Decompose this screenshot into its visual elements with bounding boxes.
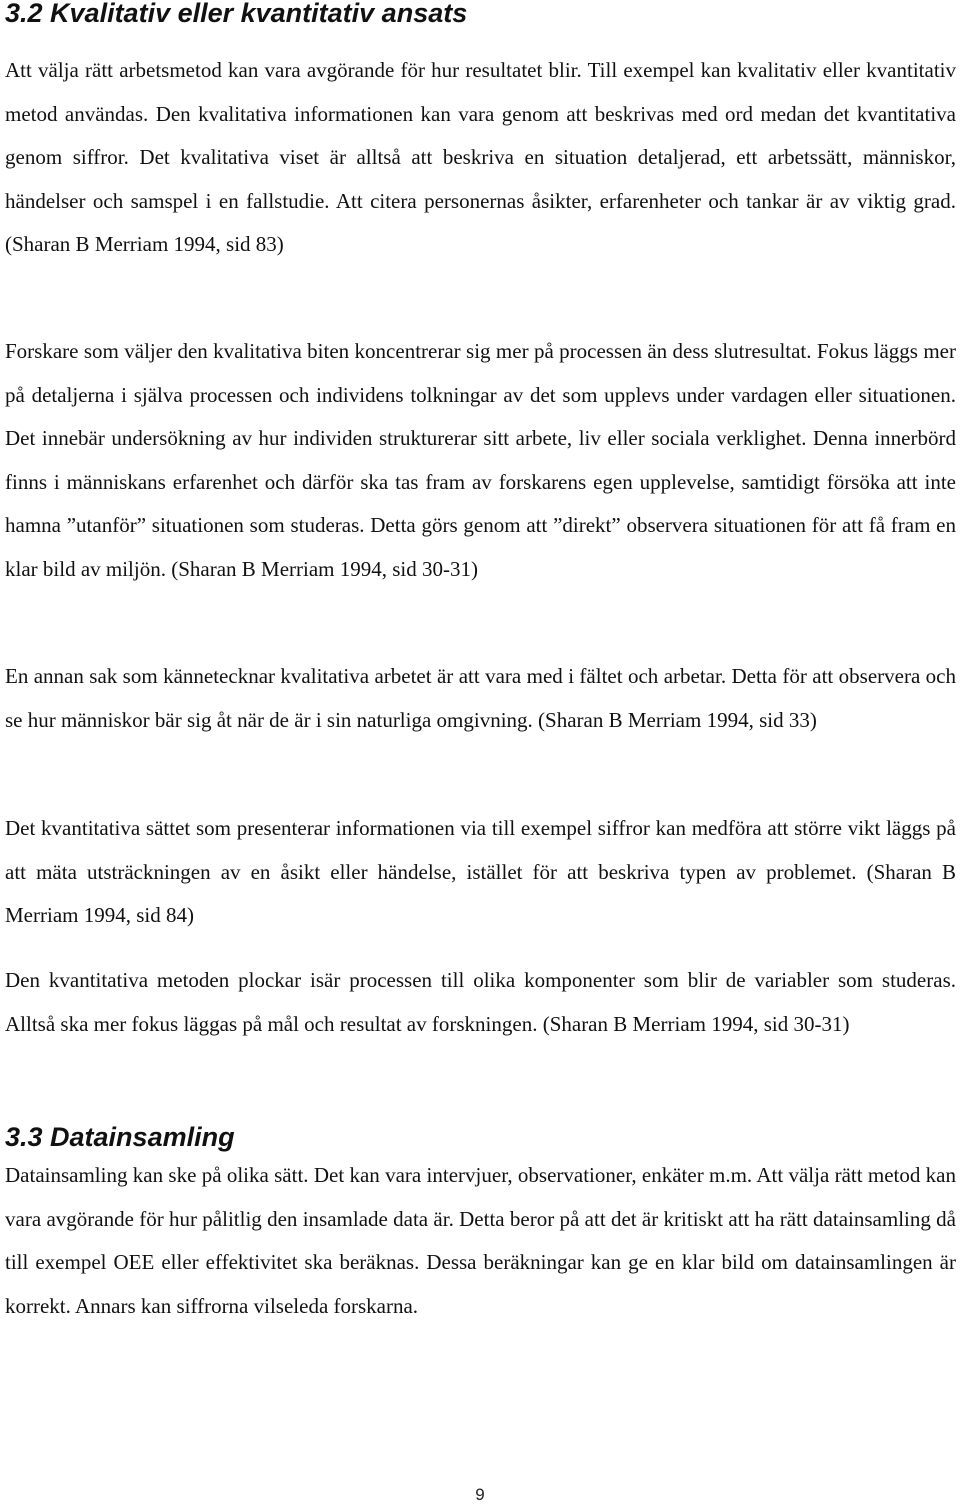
paragraph-datainsamling: Datainsamling kan ske på olika sätt. Det kan vara intervjuer, observationer, enkäter m.m. Att välja rätt metod kan vara avgörande för hur pålitlig den insamlade data är. Detta beror på att det är kritiskt att ha rätt datainsamling då till exempel OEE eller effektivitet ska beräknas. Dessa beräkningar kan ge en klar bild om datainsamlingen är korrekt. Annars kan siffrorna vilseleda forskarna. <box>5 1163 956 1318</box>
paragraph-faltet: En annan sak som kännetecknar kvalitativa arbetet är att vara med i fältet och arbetar. Detta för att observera och se hur människor bär sig åt när de är i sin naturliga omgivning. (Sharan B Merriam 1994, sid 33) <box>5 664 956 732</box>
section-heading-datainsamling: 3.3 Datainsamling <box>5 1122 235 1152</box>
paragraph-arbetsmetod: Att välja rätt arbetsmetod kan vara avgörande för hur resultatet blir. Till exempel kan kvalitativ eller kvantitativ metod användas. Den kvalitativa informationen kan vara genom att beskrivas med ord medan det kvantitativa genom siffror. Det kvalitativa viset är alltså att beskriva en situation detaljerad, ett arbetssätt, människor, händelser och samspel i en fallstudie. Att citera personernas åsikter, erfarenheter och tankar är av viktig grad. (Sharan B Merriam 1994, sid 83) <box>5 58 956 256</box>
page-number: 9 <box>475 1485 485 1504</box>
paragraph-kvantitativa-metoden: Den kvantitativa metoden plockar isär processen till olika komponenter som blir de variabler som studeras. Alltså ska mer fokus läggas på mål och resultat av forskningen. (Sharan B Merriam 1994, sid 30-31) <box>5 968 956 1036</box>
paragraph-forskare-kvalitativa: Forskare som väljer den kvalitativa biten koncentrerar sig mer på processen än dess slutresultat. Fokus läggs mer på detaljerna i själva processen och individens tolkningar av det som upplevs under vardagen eller situationen. Det innebär undersökning av hur individen strukturerar sitt arbete, liv eller sociala verklighet. Denna innerbörd finns i människans erfarenhet och därför ska tas fram av forskarens egen upplevelse, samtidigt försöka att inte hamna ”utanför” situationen som studeras. Detta görs genom att ”direkt” observera situationen för att få fram en klar bild av miljön. (Sharan B Merriam 1994, sid 30-31) <box>5 339 956 581</box>
paragraph-kvantitativa-sattet: Det kvantitativa sättet som presenterar informationen via till exempel siffror kan medföra att större vikt läggs på att mäta utsträckningen av en åsikt eller händelse, istället för att beskriva typen av problemet. (Sharan B Merriam 1994, sid 84) <box>5 816 956 927</box>
section-heading-kvalitativ-kvantitativ: 3.2 Kvalitativ eller kvantitativ ansats <box>5 0 468 28</box>
